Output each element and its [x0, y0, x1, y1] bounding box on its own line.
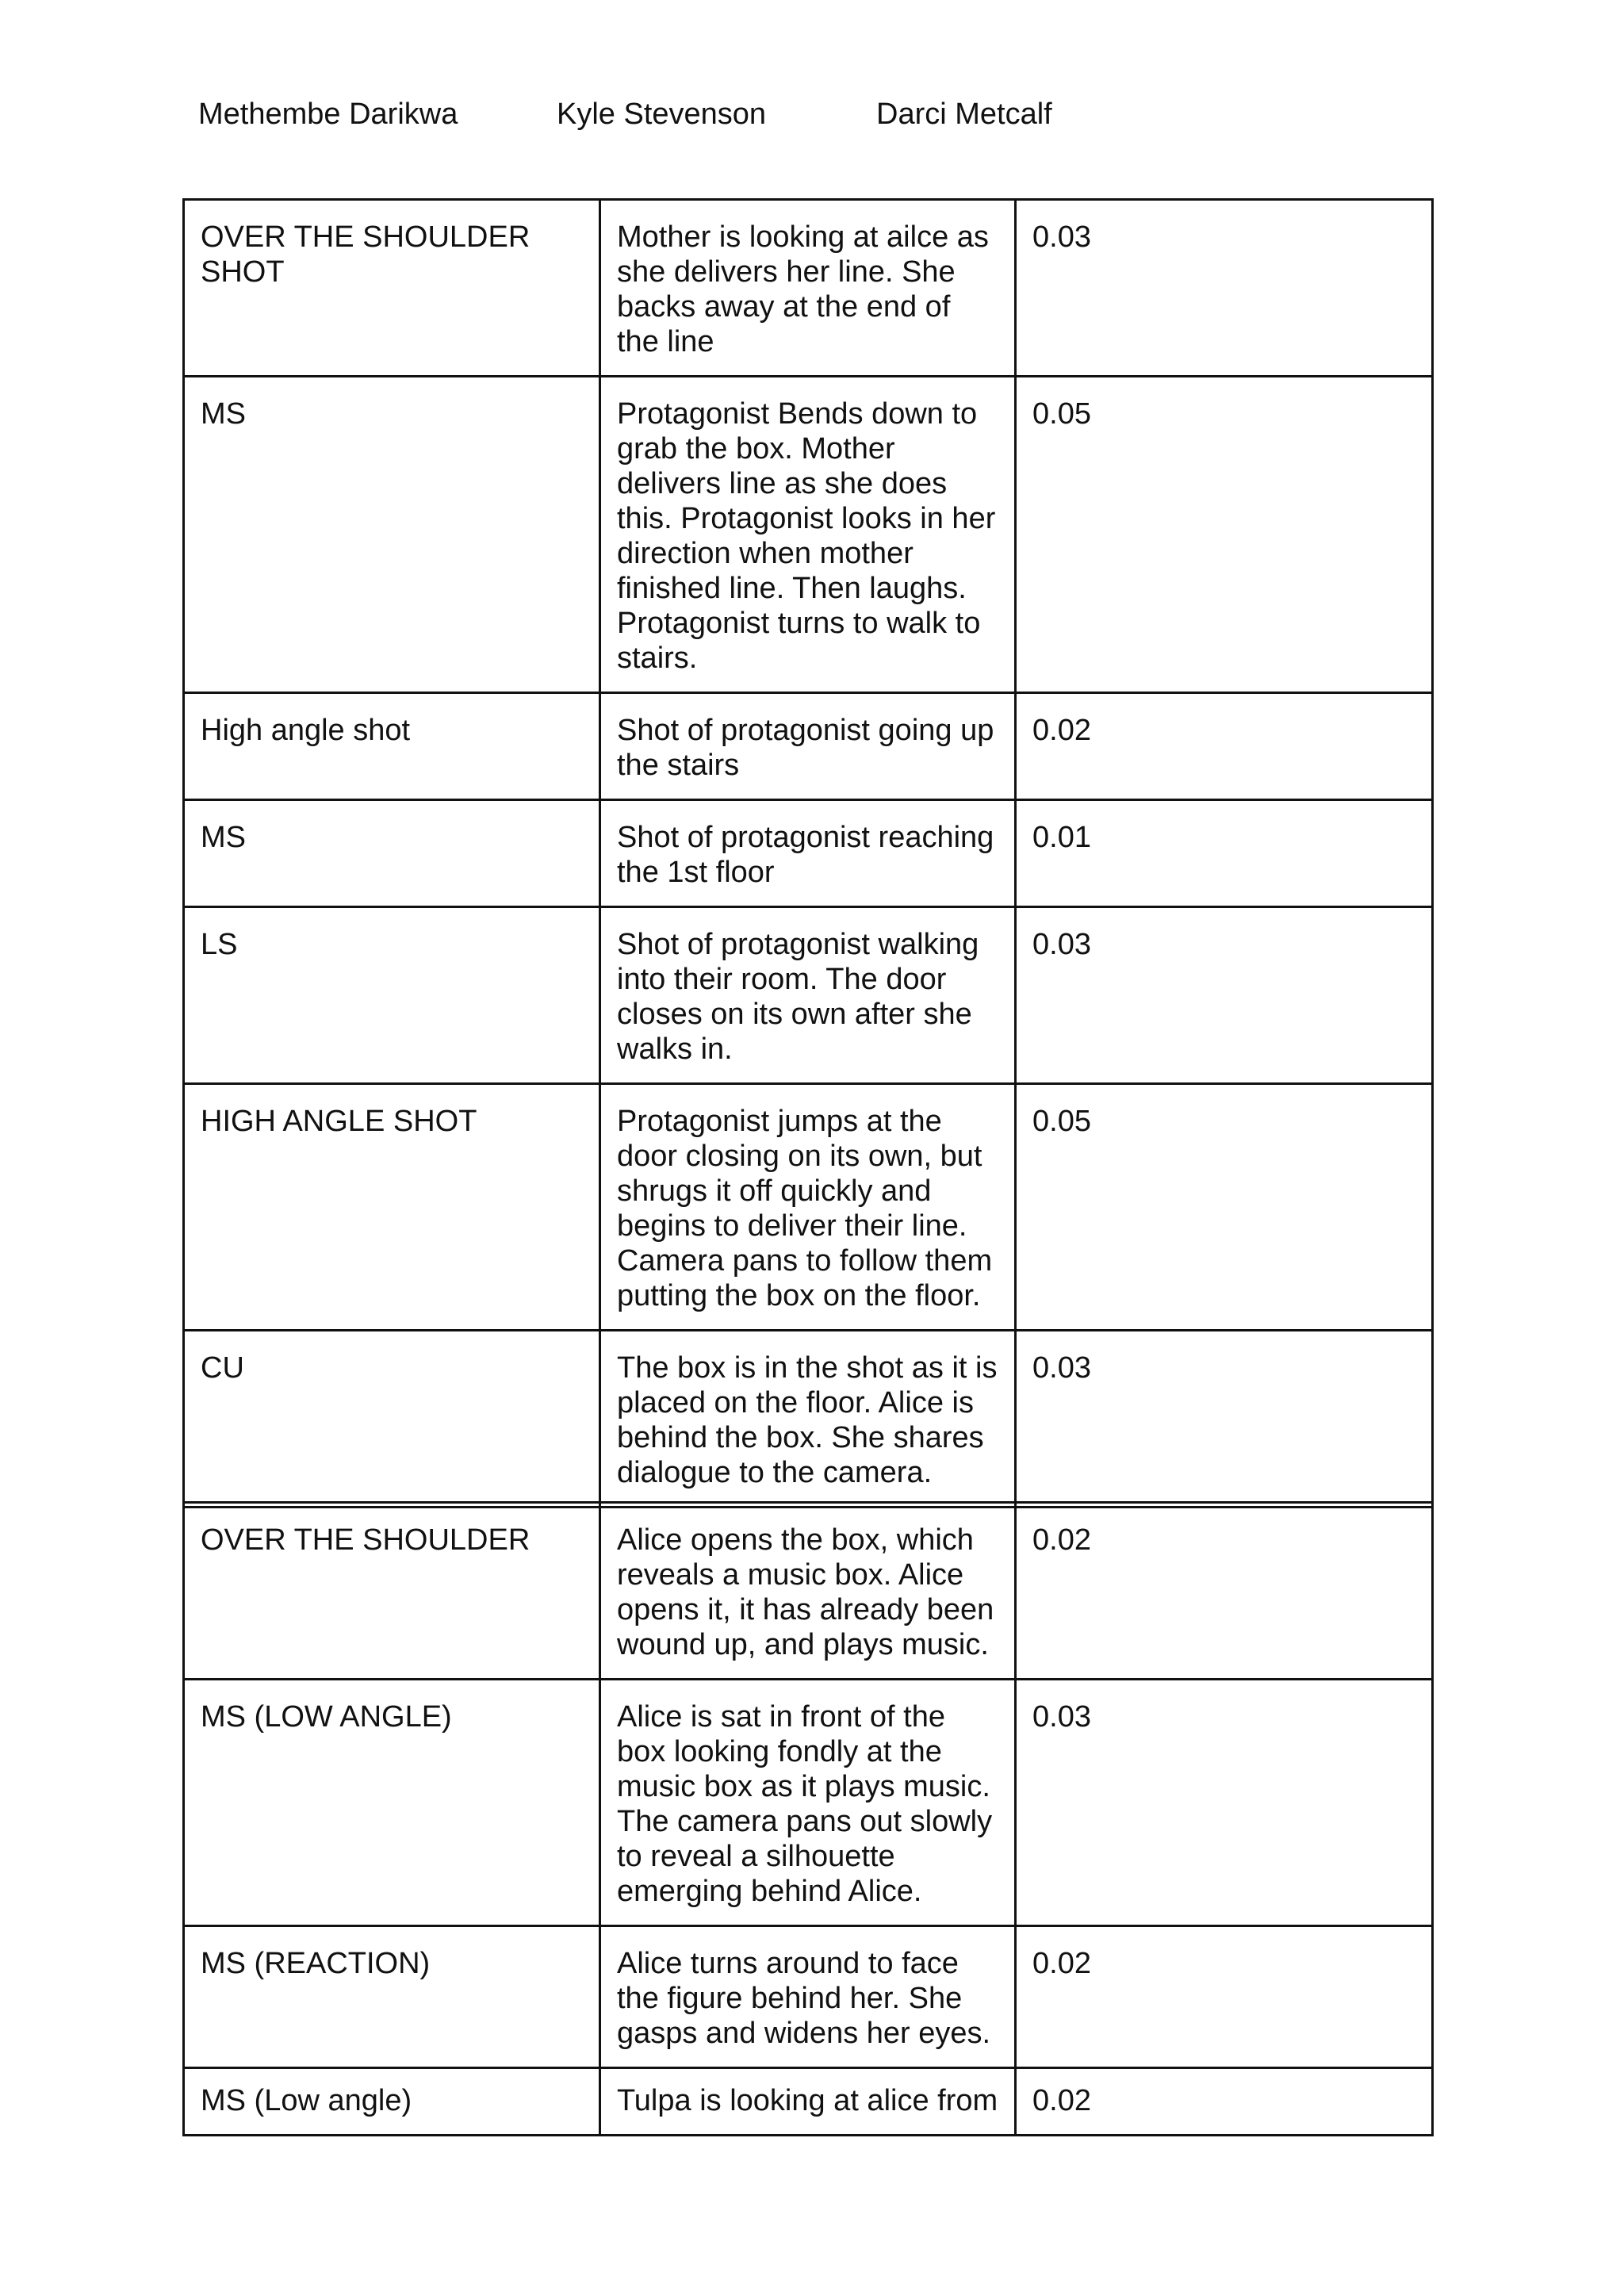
shot-description-cell: Shot of protagonist reaching the 1st floor [600, 800, 1016, 907]
shot-duration-cell: 0.02 [1016, 1926, 1433, 2068]
shot-duration-cell: 0.05 [1016, 377, 1433, 693]
table-row [184, 1926, 1433, 2068]
shot-description-cell: Alice opens the box, which reveals a music box. Alice opens it, it has already been wound up, and plays music. [600, 1503, 1016, 1680]
shot-duration-cell: 0.03 [1016, 200, 1433, 377]
shot-duration-cell: 0.01 [1016, 800, 1433, 907]
author-name: Kyle Stevenson [557, 98, 767, 131]
shot-description-cell: The box is in the shot as it is placed on the floor. Alice is behind the box. She shares dialogue to the camera. [600, 1331, 1016, 1508]
table-row [184, 377, 1433, 693]
shot-description-cell: Shot of protagonist going up the stairs [600, 693, 1016, 800]
table-row [184, 200, 1433, 377]
shot-description-cell: Protagonist Bends down to grab the box. Mother delivers line as she does this. Protagonist looks in her direction when mother finished line. Then laughs. Protagonist turns to walk to stairs. [600, 377, 1016, 693]
author-name: Darci Metcalf [876, 98, 1052, 131]
table-row [184, 1680, 1433, 1926]
shot-description-cell: Shot of protagonist walking into their room. The door closes on its own after she walks in. [600, 907, 1016, 1084]
table-row [184, 693, 1433, 800]
table-row [184, 1503, 1433, 1680]
shot-duration-cell: 0.03 [1016, 1331, 1433, 1508]
table-row [184, 1084, 1433, 1331]
shot-description-cell: Tulpa is looking at alice from [600, 2068, 1016, 2136]
shot-type-cell: MS (LOW ANGLE) [184, 1680, 600, 1926]
table-row [184, 1331, 1433, 1508]
shot-type-cell: OVER THE SHOULDER SHOT [184, 200, 600, 377]
shot-type-cell: LS [184, 907, 600, 1084]
shot-type-cell: High angle shot [184, 693, 600, 800]
shot-type-cell: HIGH ANGLE SHOT [184, 1084, 600, 1331]
shot-type-cell: MS (REACTION) [184, 1926, 600, 2068]
shot-type-cell: MS (Low angle) [184, 2068, 600, 2136]
shot-description-cell: Mother is looking at ailce as she delivers her line. She backs away at the end of the line [600, 200, 1016, 377]
shot-type-cell: MS [184, 800, 600, 907]
shot-description-cell: Alice is sat in front of the box looking fondly at the music box as it plays music. The camera pans out slowly to reveal a silhouette emerging behind Alice. [600, 1680, 1016, 1926]
table-row [184, 907, 1433, 1084]
shot-list-table [182, 1501, 1434, 2136]
shot-duration-cell: 0.03 [1016, 907, 1433, 1084]
table-row [184, 2068, 1433, 2136]
shot-description-cell: Protagonist jumps at the door closing on its own, but shrugs it off quickly and begins to deliver their line. Camera pans to follow them putting the box on the floor. [600, 1084, 1016, 1331]
shot-type-cell: MS [184, 377, 600, 693]
shot-duration-cell: 0.02 [1016, 1503, 1433, 1680]
shot-duration-cell: 0.02 [1016, 2068, 1433, 2136]
table-row [184, 800, 1433, 907]
shot-type-cell: CU [184, 1331, 600, 1508]
shot-duration-cell: 0.05 [1016, 1084, 1433, 1331]
shot-type-cell: OVER THE SHOULDER [184, 1503, 600, 1680]
shot-duration-cell: 0.03 [1016, 1680, 1433, 1926]
shot-description-cell: Alice turns around to face the figure behind her. She gasps and widens her eyes. [600, 1926, 1016, 2068]
author-name: Methembe Darikwa [198, 98, 458, 131]
shot-list-table [182, 198, 1434, 1508]
shot-duration-cell: 0.02 [1016, 693, 1433, 800]
